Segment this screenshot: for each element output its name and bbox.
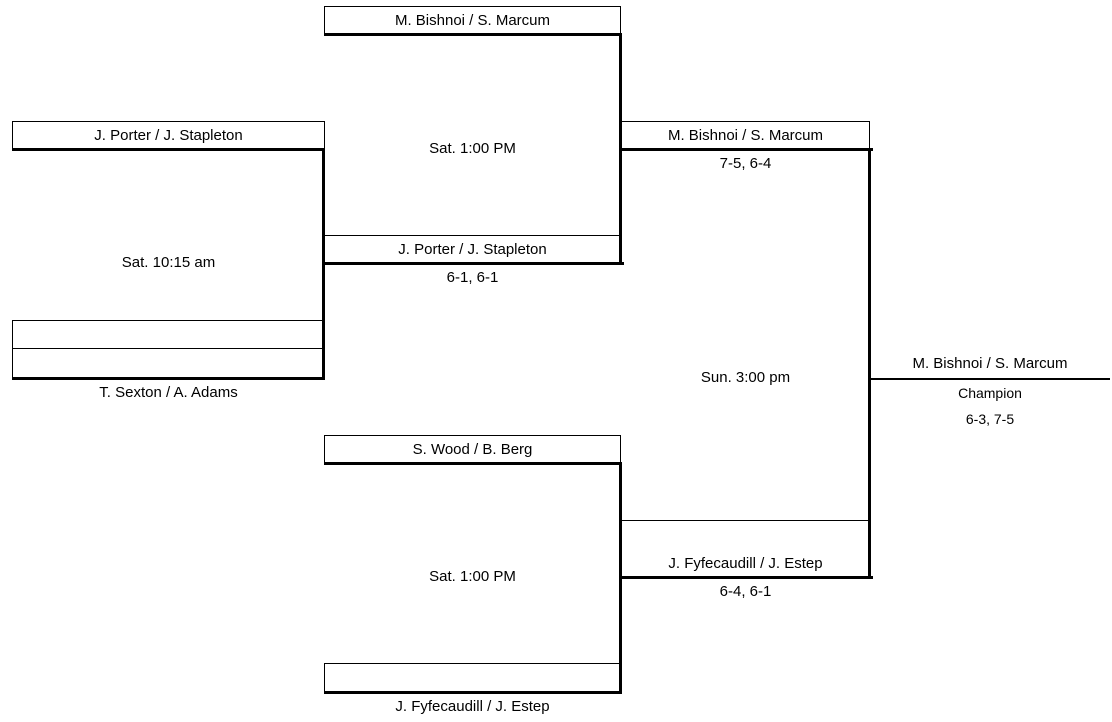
champion-score: 6-3, 7-5 — [965, 411, 1015, 427]
sf-bottom-bottom-slot — [324, 663, 621, 692]
r1-blank-slot — [12, 320, 325, 349]
sf-top-time: Sat. 1:00 PM — [429, 140, 516, 157]
sf-top-bottom-team: J. Porter / J. Stapleton — [398, 241, 547, 258]
sf-top-bottom-slot — [324, 235, 621, 264]
sf-bottom-top-slot — [324, 435, 621, 463]
final-bottom-score: 6-4, 6-1 — [719, 583, 772, 600]
r1-top-line — [12, 148, 325, 151]
sf-top-bottom-score: 6-1, 6-1 — [446, 269, 499, 286]
sf-top-top-line — [324, 33, 621, 36]
final-top-score: 7-5, 6-4 — [719, 155, 772, 172]
r1-time: Sat. 10:15 am — [121, 254, 216, 271]
champion-team: M. Bishnoi / S. Marcum — [912, 355, 1068, 372]
r1-top-slot — [12, 121, 325, 149]
final-top-team: M. Bishnoi / S. Marcum — [667, 126, 824, 144]
sf-bottom-time: Sat. 1:00 PM — [429, 568, 516, 585]
final-bottom-slot — [621, 520, 870, 578]
final-top-slot — [621, 121, 870, 149]
final-bottom-team: J. Fyfecaudill / J. Estep — [668, 554, 823, 572]
sf-top-bottom-line — [322, 262, 624, 265]
champion-line — [870, 378, 1110, 380]
r1-bottom-team-below: T. Sexton / A. Adams — [99, 384, 238, 401]
final-bottom-line — [619, 576, 873, 579]
sf-bottom-top-team: S. Wood / B. Berg — [412, 440, 533, 458]
sf-bottom-bottom-team-below: J. Fyfecaudill / J. Estep — [395, 698, 550, 715]
final-top-line — [619, 148, 873, 151]
final-time: Sun. 3:00 pm — [700, 369, 791, 386]
r1-bottom-line — [12, 377, 325, 380]
sf-bottom-bottom-line — [324, 691, 621, 694]
sf-bottom-top-line — [324, 462, 621, 465]
sf-top-top-team: M. Bishnoi / S. Marcum — [394, 11, 551, 29]
champion-label: Champion — [958, 385, 1022, 401]
r1-top-team: J. Porter / J. Stapleton — [94, 126, 243, 144]
r1-bottom-slot — [12, 348, 325, 378]
sf-top-top-slot — [324, 6, 621, 34]
